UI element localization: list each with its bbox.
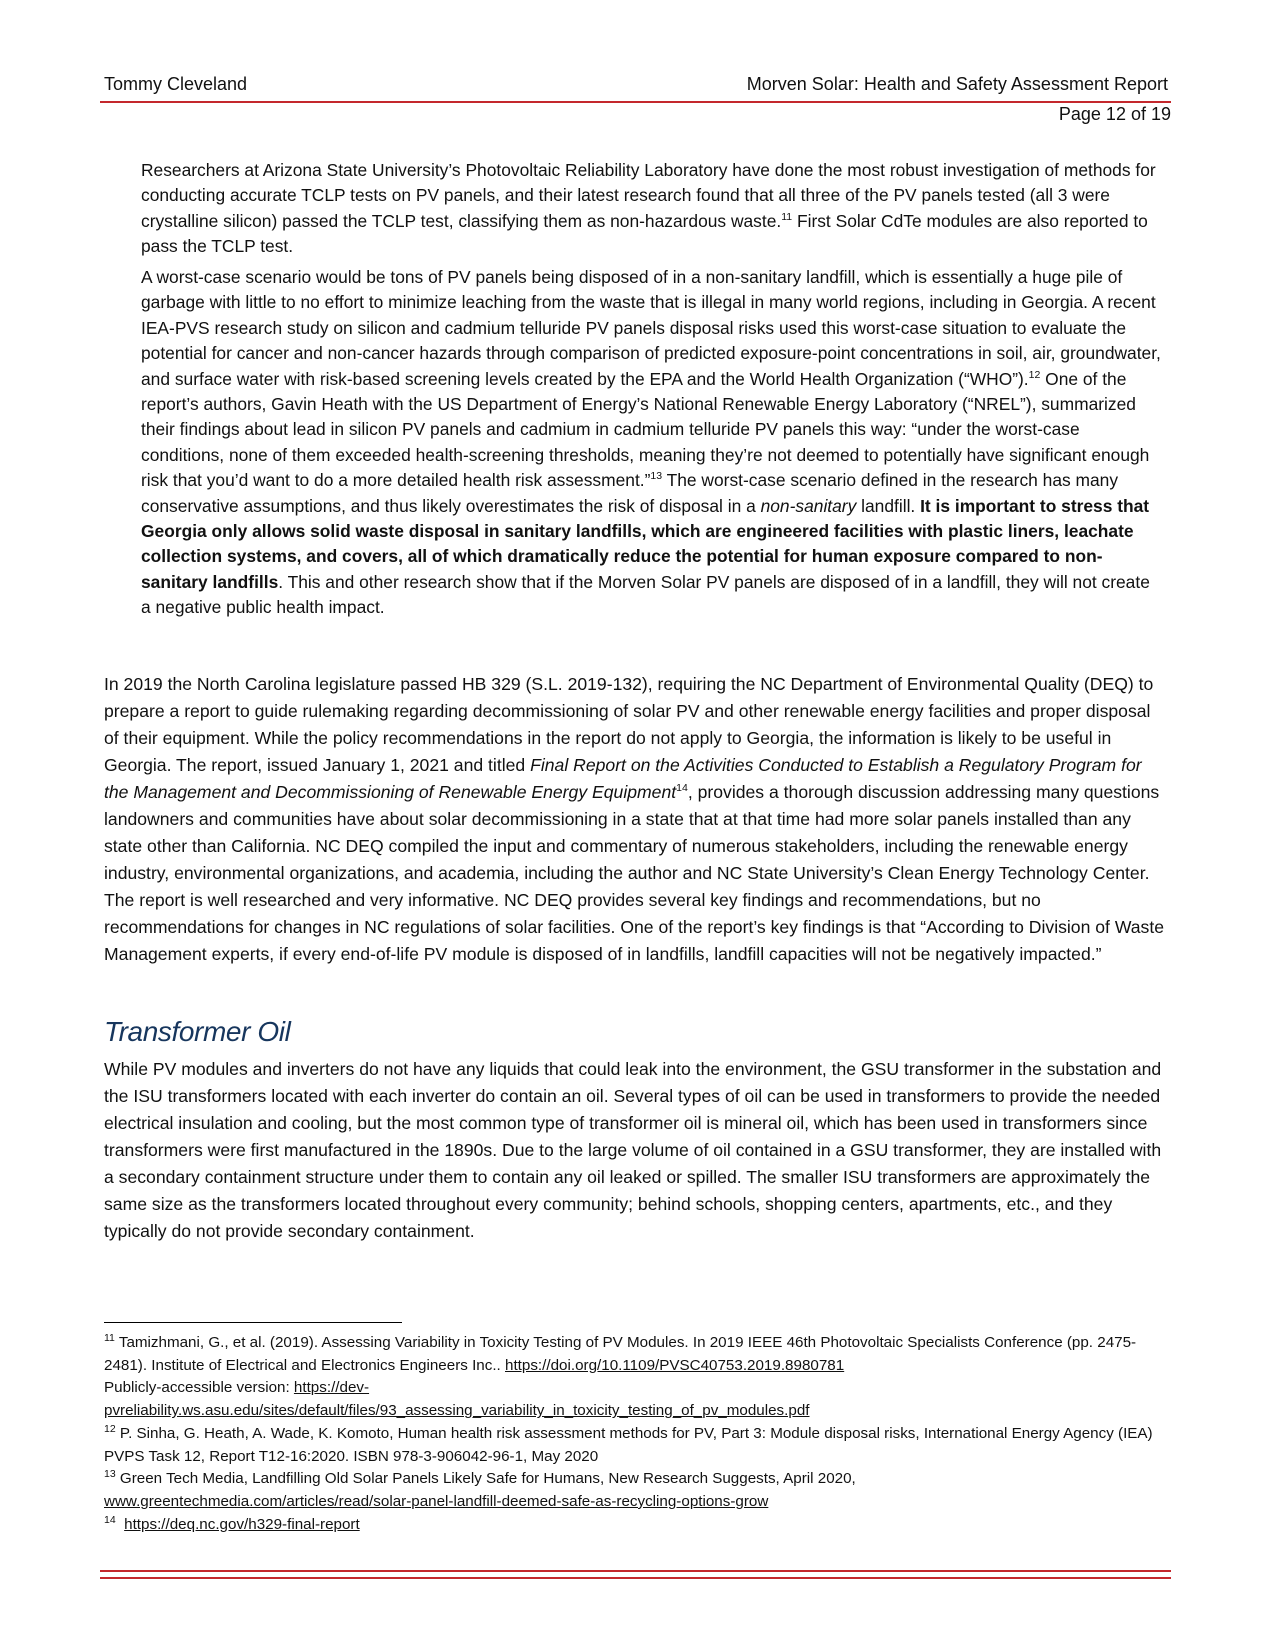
footnote-ref-11[interactable]: 11 [781,211,793,224]
footnote-ref-14[interactable]: 14 [676,782,688,795]
footnote-11-public-version [104,1377,1174,1400]
footnote-11-number: 11 [104,1331,115,1344]
footnotes [104,1332,1174,1536]
footnote-11-doi-link[interactable]: https://doi.org/10.1109/PVSC40753.2019.8980781 [505,1356,845,1374]
footnote-11-public-link-line [104,1400,1174,1423]
footnote-12 [104,1423,1174,1468]
nc-deq-text-b: , provides a thorough discussion addressing many questions landowners and communities have about solar decommissioning in a state that at that time had more solar panels installed than any state other than California. NC DEQ compiled the input and commentary of numerous stakeholders, including the renewable energy industry, environmental organizations, and academia, including the author and NC State University’s Clean Energy Technology Center. The report is well researched and very informative. NC DEQ provides several key findings and recommendations, but no recommendations for changes in NC regulations of solar facilities. One of the report’s key findings is that “According to Division of Waste Management experts, if every end-of-life PV module is disposed of in landfills, landfill capacities will not be negatively impacted.” [104,782,1165,964]
footnote-12-number: 12 [104,1422,116,1435]
footer-divider-top [100,1570,1171,1572]
footnote-13-link[interactable]: www.greentechmedia.com/articles/read/solar-panel-landfill-deemed-safe-as-recycling-options-grow [104,1492,769,1510]
footnote-14 [104,1514,1174,1537]
footnote-11-text: Tamizhmani, G., et al. (2019). Assessing Variability in Toxicity Testing of PV Modules. In 2019 IEEE 46th Photovoltaic Specialists Conference (pp. 2475-2481). Institute of Electrical and Electronics Engineers Inc.. [104,1334,1137,1374]
quote-tclp-text: Researchers at Arizona State University’s Photovoltaic Reliability Laboratory have done the most robust investigation of methods for conducting accurate TCLP tests on PV panels, and their latest research found that all three of the PV panels tested (all 3 were crystalline silicon) passed the TCLP test, classifying them as non-hazardous waste. [141,160,1156,231]
header-divider [100,101,1171,103]
nc-deq-paragraph [104,671,1169,968]
footnote-ref-12[interactable]: 12 [1028,368,1041,381]
quote-worst-case-paragraph [141,265,1161,621]
footnote-11 [104,1332,1174,1377]
quote-worst-case-italic: non-sanitary [760,495,857,516]
footnote-13 [104,1468,1174,1491]
quote-worst-case-text-c: The worst-case scenario defined in the research has many conservative assumptions, and thus likely overestimates the risk of disposal in a [141,470,1119,516]
section-heading: Transformer Oil [104,1016,291,1047]
footnote-13-text: Green Tech Media, Landfilling Old Solar Panels Likely Safe for Humans, New Research Suggests, April 2020, [115,1470,856,1488]
footnote-11-public-link-part2[interactable]: pvreliability.ws.asu.edu/sites/default/files/93_assessing_variability_in_toxicity_testing_of_pv_modules.pdf [104,1402,810,1420]
footnote-11-public-link-part1[interactable]: https://dev- [293,1379,370,1397]
footnote-ref-13[interactable]: 13 [650,470,663,483]
footnote-12-text: P. Sinha, G. Heath, A. Wade, K. Komoto, Human health risk assessment methods for PV, Part 3: Module disposal risks, International Energy Agency (IEA) PVPS Task 12, Report T12-16:2020. ISBN 978-3-906042-96-1, May 2020 [104,1424,1153,1465]
footnote-13-number: 13 [104,1468,116,1481]
quote-worst-case-bold: It is important to stress that Georgia only allows solid waste disposal in sanitary landfills, which are engineered facilities with plastic liners, leachate collection systems, and covers, all of which dramatically reduce the potential for human exposure compared to non-sanitary landfills [141,495,1150,592]
page-number: Page 12 of 19 [1058,104,1171,124]
footer-divider-bottom [100,1577,1171,1579]
nc-deq-report-title: Final Report on the Activities Conducted to Establish a Regulatory Program for the Management and Decommissioning of Renewable Energy Equipment [104,755,1142,802]
footnote-14-link[interactable]: https://deq.nc.gov/h329-final-report [124,1515,360,1533]
quote-worst-case-text-b: One of the report’s authors, Gavin Heath with the US Department of Energy’s National Renewable Energy Laboratory (“NREL”), summarized their findings about lead in silicon PV panels and cadmium in cadmium telluride PV panels this way: “under the worst-case conditions, none of them exceeded health-screening thresholds, meaning they’re not deemed to potentially have significant enough risk that you’d want to do a more detailed health risk assessment.” [141,368,1150,491]
quote-worst-case-text-d: landfill. [856,495,921,516]
quote-tclp-paragraph [141,158,1161,260]
quote-worst-case-text-a: A worst-case scenario would be tons of PV panels being disposed of in a non-sanitary landfill, which is essentially a huge pile of garbage with little to no effort to minimize leaching from the waste that is illegal in many world regions, including in Georgia. A recent IEA-PVS research study on silicon and cadmium telluride PV panels disposal risks used this worst-case situation to evaluate the potential for cancer and non-cancer hazards through comparison of predicted exposure-point concentrations in soil, air, groundwater, and surface water with risk-based screening levels created by the EPA and the World Health Organization (“WHO”). [141,267,1161,389]
quote-worst-case-text-e: . This and other research show that if the Morven Solar PV panels are disposed of in a landfill, they will not create a negative public health impact. [141,571,1150,618]
footnote-11-public-label: Publicly-accessible version: [104,1379,294,1397]
header-author: Tommy Cleveland [104,74,248,94]
footnote-separator [104,1322,402,1323]
header-title: Morven Solar: Health and Safety Assessment Report [746,74,1168,94]
footnote-13-link-line [104,1491,1174,1514]
transformer-oil-paragraph: While PV modules and inverters do not have any liquids that could leak into the environment, the GSU transformer in the substation and the ISU transformers located with each inverter do contain an oil. Several types of oil can be used in transformers to provide the needed electrical insulation and cooling, but the most common type of transformer oil is mineral oil, which has been used in transformers since transformers were first manufactured in the 1890s. Due to the large volume of oil contained in a GSU transformer, they are installed with a secondary containment structure under them to contain any oil leaked or spilled. The smaller ISU transformers are approximately the same size as the transformers located throughout every community; behind schools, shopping centers, apartments, etc., and they typically do not provide secondary containment. [104,1059,1162,1241]
nc-deq-text-a: In 2019 the North Carolina legislature passed HB 329 (S.L. 2019-132), requiring the NC Department of Environmental Quality (DEQ) to prepare a report to guide rulemaking regarding decommissioning of solar PV and other renewable energy facilities and proper disposal of their equipment. While the policy recommendations in the report do not apply to Georgia, the information is likely to be useful in Georgia. The report, issued January 1, 2021 and titled [104,674,1154,775]
footnote-14-number: 14 [104,1513,116,1526]
quote-tclp-tail: First Solar CdTe modules are also reported to pass the TCLP test. [141,210,1148,257]
